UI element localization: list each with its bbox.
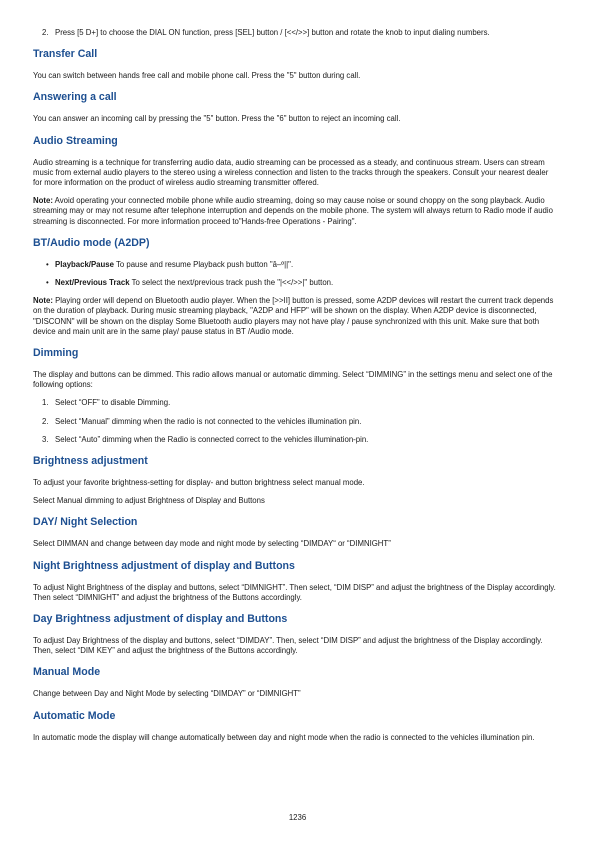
- section-heading: Night Brightness adjustment of display and Buttons: [33, 559, 295, 572]
- list-number: 1.: [42, 398, 49, 408]
- note-label: Note:: [33, 296, 53, 306]
- note-text: Avoid operating your connected mobile phone while audio streaming, doing so may cause noise or sound choppy on the song playback. Audio streaming may or may not resume after telephone interruption and depends on the mobile phone. The system will always return to Radio mode if audio streaming is disconnected. For more information proceed to"Hands-free Operations - Pairing".: [33, 196, 553, 226]
- section-automatic-mode: [33, 710, 558, 743]
- section-heading: Answering a call: [33, 91, 117, 104]
- section-answering-call: [33, 91, 558, 124]
- list-number: 2.: [42, 28, 49, 37]
- section-audio-streaming: [33, 135, 558, 227]
- section-heading: Transfer Call: [33, 48, 98, 61]
- bullet-icon: •: [46, 278, 49, 288]
- page-number: 1236: [288, 813, 307, 822]
- note-text: Playing order will depend on Bluetooth audio player. When the [>>II] button is pressed, some A2DP devices will restart the current track depends on the duration of playback. During music streaming playback, "A2DP and HFP" will be shown on the display. When A2DP device is disconnected, "DISCONN" will be shown on the display Some Bluetooth audio players may not have play / pause synchronized with this unit. Make sure that both device and main unit are in the same play/ pause status in BT /Audio mode.: [33, 296, 554, 336]
- list-item: [33, 28, 558, 38]
- list-item: [33, 260, 558, 270]
- paragraph: To adjust Day Brightness of the display and buttons, select “DIMDAY”. Then, select “DIM DISP” and adjust the brightness of the Display accordingly. Then, select “DIM KEY” and adjust the brightness of the Buttons accordingly.: [33, 636, 543, 656]
- note-paragraph: [33, 296, 558, 337]
- section-heading: Day Brightness adjustment of display and Buttons: [33, 613, 288, 626]
- bullet-text: To select the next/previous track push the "|<</>>|" button.: [129, 278, 334, 288]
- section-brightness-adjustment: [33, 455, 558, 506]
- bullet-list: [33, 260, 558, 288]
- paragraph: You can switch between hands free call and mobile phone call. Press the "5" button during call.: [33, 71, 361, 81]
- paragraph: In automatic mode the display will change automatically between day and night mode when the radio is connected to the vehicles illumination pin.: [33, 732, 535, 742]
- list-text: Select “OFF” to disable Dimming.: [55, 398, 171, 408]
- section-heading: Manual Mode: [33, 666, 101, 679]
- paragraph: Select Manual dimming to adjust Brightness of Display and Buttons: [33, 496, 265, 506]
- paragraph: You can answer an incoming call by pressing the "5" button. Press the "6" button to reject an incoming call.: [33, 114, 401, 124]
- bullet-label: Playback/Pause: [55, 259, 114, 269]
- paragraph: The display and buttons can be dimmed. This radio allows manual or automatic dimming. Select “DIMMING” in the settings menu and select one of the following options:: [33, 370, 553, 390]
- section-heading: DAY/ Night Selection: [33, 516, 138, 529]
- bullet-text: To pause and resume Playback push button "â–º||".: [113, 259, 294, 269]
- list-item: [33, 398, 558, 408]
- list-item: [33, 278, 558, 288]
- section-heading: BT/Audio mode (A2DP): [33, 236, 150, 249]
- paragraph: Audio streaming is a technique for transferring audio data, audio streaming can be processed as a steady, and continuous stream. Users can stream music from external audio players to the stereo using a wireless connection and listen to the tracks through the speakers. Consult your nearest dealer for more information on the product of wireless audio streaming transmitter offered.: [33, 157, 549, 188]
- list-item: [33, 435, 558, 445]
- note-label: Note:: [33, 196, 53, 206]
- section-dimming: [33, 347, 558, 445]
- list-text: Select “Manual” dimming when the radio is not connected to the vehicles illumination pin.: [55, 416, 362, 426]
- list-text: Select “Auto” dimming when the Radio is connected correct to the vehicles illumination-pin.: [55, 434, 369, 444]
- section-heading: Automatic Mode: [33, 709, 116, 722]
- bullet-label: Next/Previous Track: [55, 278, 130, 288]
- paragraph: To adjust Night Brightness of the display and buttons, select “DIMNIGHT”. Then select, “DIM DISP” and adjust the brightness of the Display accordingly. Then select “DIMNIGHT” and adjust the brightness of the Buttons accordingly.: [33, 582, 556, 602]
- section-manual-mode: [33, 666, 558, 699]
- page-content: [33, 28, 558, 743]
- bullet-icon: •: [46, 259, 49, 269]
- list-text: Press [5 D+] to choose the DIAL ON function, press [SEL] button / [<</>>] button and rotate the knob to input dialing numbers.: [55, 28, 490, 37]
- intro-list: [33, 28, 558, 38]
- section-night-brightness: [33, 560, 558, 603]
- paragraph: To adjust your favorite brightness-setting for display- and button brightness select manual mode.: [33, 478, 365, 488]
- note-paragraph: [33, 196, 558, 227]
- section-day-brightness: [33, 613, 558, 656]
- section-transfer-call: [33, 48, 558, 81]
- list-number: 2.: [42, 416, 49, 426]
- section-bt-audio-mode: [33, 237, 558, 337]
- numbered-list: [33, 398, 558, 445]
- paragraph: Change between Day and Night Mode by selecting “DIMDAY” or “DIMNIGHT”: [33, 689, 301, 699]
- list-number: 3.: [42, 434, 49, 444]
- list-item: [33, 417, 558, 427]
- section-heading: Audio Streaming: [33, 134, 118, 147]
- paragraph: Select DIMMAN and change between day mode and night mode by selecting “DIMDAY“ or “DIMNIGHT”: [33, 539, 391, 549]
- section-heading: Brightness adjustment: [33, 455, 148, 468]
- section-heading: Dimming: [33, 347, 79, 360]
- section-day-night-selection: [33, 516, 558, 549]
